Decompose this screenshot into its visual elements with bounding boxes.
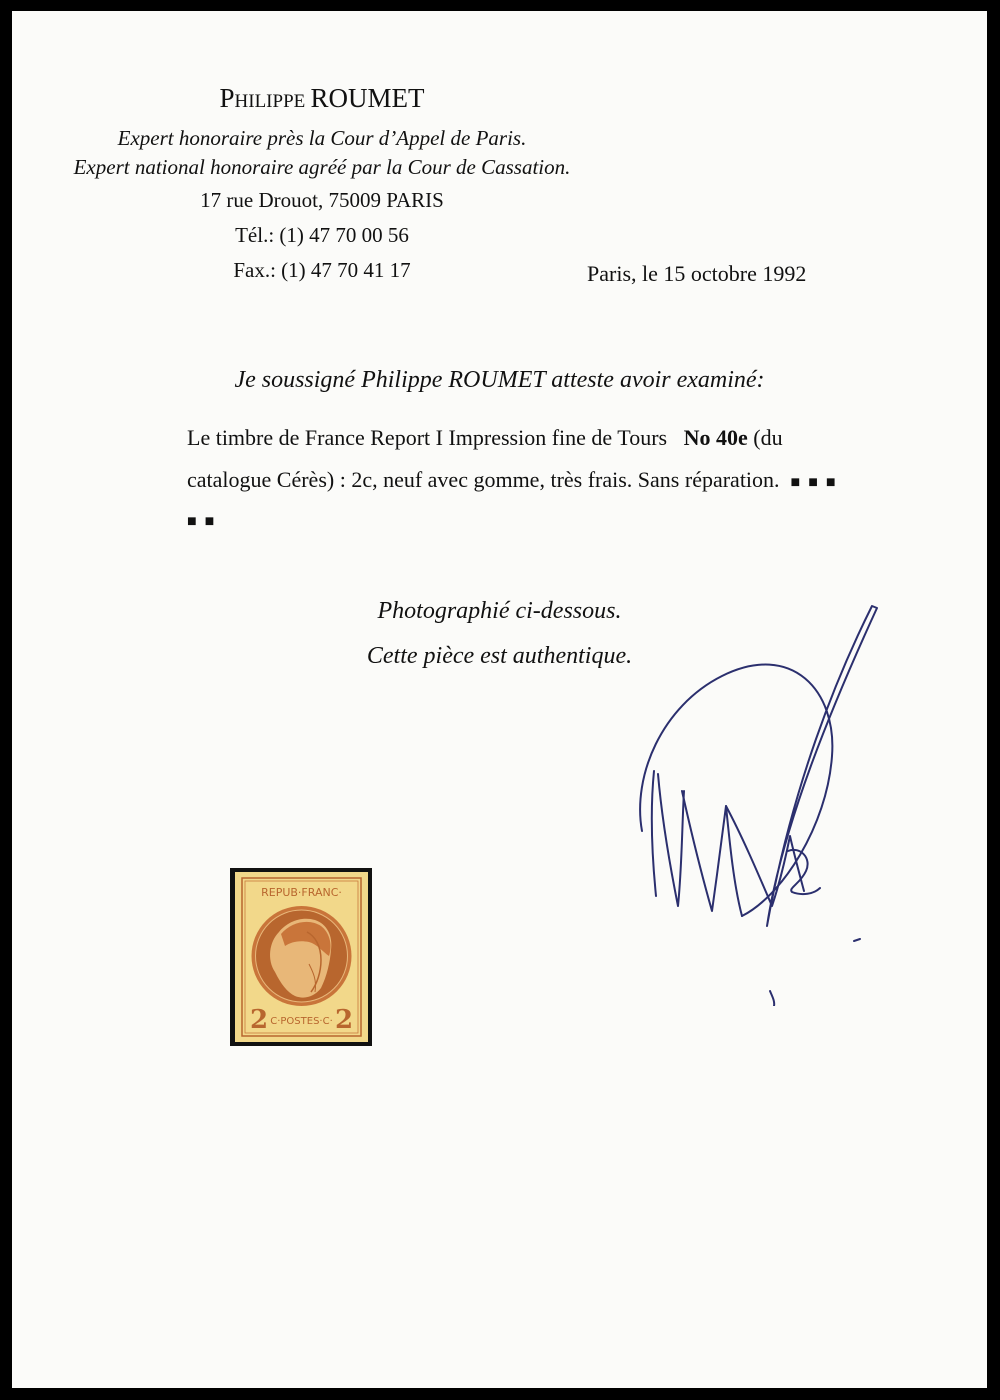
photographed-note: Photographié ci-dessous.: [377, 598, 622, 624]
expert-name: [12, 83, 632, 114]
stamp-condition: catalogue Cérès) : 2c, neuf avec gomme, très frais. Sans réparation.: [187, 467, 780, 492]
stamp-top-text: REPUB·FRANC·: [261, 886, 342, 899]
certificate-date: Paris, le 15 octobre 1992: [587, 261, 807, 286]
name-first: Philippe: [219, 83, 306, 113]
authenticity-statement: Cette pièce est authentique.: [366, 643, 633, 669]
filler-marks-2: ■ ■: [187, 513, 217, 530]
filler-marks: ■ ■ ■: [790, 474, 838, 491]
attestation-line: Je soussigné Philippe ROUMET atteste avoir examiné:: [234, 367, 765, 393]
stamp-value-right: 2: [334, 1005, 354, 1035]
stamp-bottom-text: C·POSTES·C·: [270, 1016, 333, 1027]
body-line-2: [187, 467, 838, 493]
signature: [622, 596, 902, 1006]
ceres-stamp-image: [235, 872, 368, 1042]
catalogue-open: (du: [753, 425, 783, 450]
catalogue-number: No 40e: [683, 425, 748, 450]
expert-fax: Fax.: (1) 47 70 41 17: [233, 258, 411, 282]
expert-address: 17 rue Drouot, 75009 PARIS: [200, 188, 444, 212]
expert-title-2: Expert national honoraire agréé par la Cour de Cassation.: [73, 155, 571, 179]
stamp-photo: [230, 868, 372, 1046]
name-last: ROUMET: [310, 83, 425, 113]
body-line-1: [187, 425, 783, 451]
stamp-value-left: 2: [249, 1005, 269, 1035]
expert-phone: Tél.: (1) 47 70 00 56: [235, 223, 409, 247]
expert-title-1: Expert honoraire près la Cour d’Appel de Paris.: [117, 126, 527, 150]
certificate-sheet: [12, 11, 987, 1388]
stamp-description: Le timbre de France Report I Impression fine de Tours: [187, 425, 668, 450]
